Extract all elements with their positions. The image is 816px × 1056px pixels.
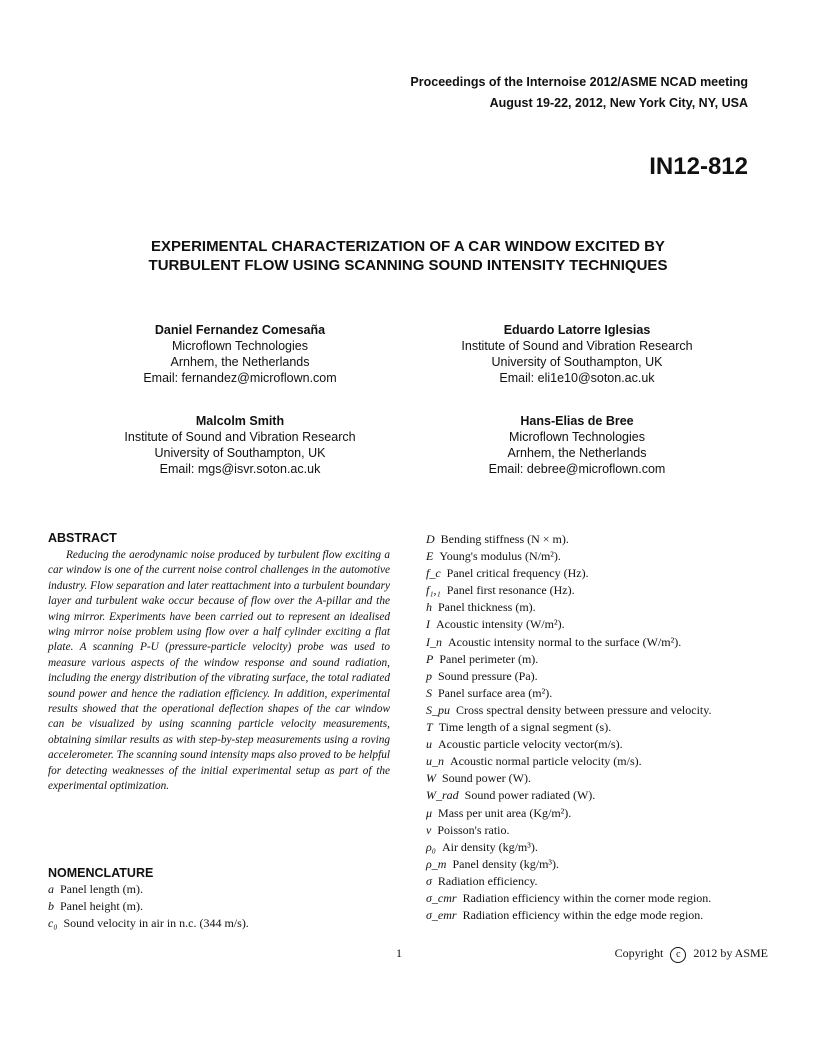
author-location: Arnhem, the Netherlands xyxy=(170,355,310,369)
nomenclature-symbol: μ xyxy=(426,805,433,820)
nomenclature-symbol: ρ₀ xyxy=(426,839,436,854)
author-affiliation: Microflown Technologies xyxy=(172,339,308,353)
nomenclature-item xyxy=(426,890,711,907)
nomenclature-description: Sound pressure (Pa). xyxy=(438,668,538,683)
nomenclature-description: Acoustic intensity normal to the surface (W/m²). xyxy=(448,634,682,649)
author-block xyxy=(100,413,380,477)
nomenclature-symbol: ρ_m xyxy=(426,856,447,871)
nomenclature-symbol: f₁,₁ xyxy=(426,583,441,598)
author-name: Hans-Elias de Bree xyxy=(520,414,634,428)
author-affiliation: Institute of Sound and Vibration Research xyxy=(461,339,693,353)
nomenclature-description: Panel surface area (m²). xyxy=(438,685,553,700)
nomenclature-item xyxy=(48,898,249,915)
author-block xyxy=(437,413,717,477)
nomenclature-item xyxy=(48,915,249,932)
nomenclature-symbol: S_pu xyxy=(426,702,450,717)
nomenclature-description: Young's modulus (N/m²). xyxy=(439,549,561,564)
nomenclature-symbol: W xyxy=(426,771,436,786)
copyright-prefix: Copyright xyxy=(614,946,664,960)
nomenclature-heading: NOMENCLATURE xyxy=(48,866,154,880)
nomenclature-description: Bending stiffness (N × m). xyxy=(440,532,569,546)
nomenclature-item xyxy=(426,685,711,702)
nomenclature-list-left xyxy=(48,881,249,932)
nomenclature-description: Mass per unit area (Kg/m²). xyxy=(438,805,572,820)
nomenclature-symbol: S xyxy=(426,685,432,700)
nomenclature-symbol: P xyxy=(426,651,434,666)
nomenclature-item xyxy=(426,839,711,856)
proceedings-line: Proceedings of the Internoise 2012/ASME NCAD meeting xyxy=(410,75,748,89)
nomenclature-symbol: E xyxy=(426,549,434,564)
nomenclature-item xyxy=(426,736,711,753)
nomenclature-item xyxy=(426,822,711,839)
nomenclature-item xyxy=(426,565,711,582)
paper-title xyxy=(60,237,756,275)
author-block xyxy=(437,322,717,386)
nomenclature-item xyxy=(426,599,711,616)
nomenclature-description: Acoustic intensity (W/m²). xyxy=(436,617,565,632)
nomenclature-description: Poisson's ratio. xyxy=(437,822,510,837)
nomenclature-symbol: h xyxy=(426,600,432,615)
nomenclature-item xyxy=(426,548,711,565)
nomenclature-symbol: a xyxy=(48,882,54,896)
nomenclature-symbol: ν xyxy=(426,822,432,837)
copyright-suffix: 2012 by ASME xyxy=(693,946,768,960)
nomenclature-description: Air density (kg/m³). xyxy=(441,839,538,854)
nomenclature-description: Panel perimeter (m). xyxy=(439,651,539,666)
nomenclature-symbol: W_rad xyxy=(426,788,459,803)
nomenclature-symbol: p xyxy=(426,668,432,683)
author-location: Arnhem, the Netherlands xyxy=(507,446,647,460)
nomenclature-item xyxy=(426,805,711,822)
author-affiliation: Microflown Technologies xyxy=(509,430,645,444)
author-name: Malcolm Smith xyxy=(195,414,285,428)
nomenclature-description: Radiation efficiency. xyxy=(437,873,538,888)
nomenclature-symbol: σ_cmr xyxy=(426,890,457,905)
author-name: Daniel Fernandez Comesaña xyxy=(154,323,326,337)
page-number: 1 xyxy=(396,946,402,960)
title-line-1: EXPERIMENTAL CHARACTERIZATION OF A CAR WINDOW EXCITED BY xyxy=(151,238,665,255)
author-location: University of Southampton, UK xyxy=(491,355,663,369)
nomenclature-description: Panel length (m). xyxy=(60,882,143,896)
title-line-2: TURBULENT FLOW USING SCANNING SOUND INTENSITY TECHNIQUES xyxy=(148,257,668,274)
nomenclature-symbol: I_n xyxy=(426,634,442,649)
paper-id: IN12-812 xyxy=(649,153,748,180)
nomenclature-description: Sound power radiated (W). xyxy=(464,788,596,803)
nomenclature-description: Cross spectral density between pressure and velocity. xyxy=(456,702,712,717)
nomenclature-item xyxy=(426,616,711,633)
nomenclature-description: Panel critical frequency (Hz). xyxy=(446,566,589,581)
nomenclature-symbol: u_n xyxy=(426,754,444,769)
nomenclature-description: Radiation efficiency within the edge mode region. xyxy=(462,908,704,923)
nomenclature-item xyxy=(426,668,711,685)
copyright-notice xyxy=(615,946,768,963)
nomenclature-item xyxy=(426,856,711,873)
nomenclature-description: Panel height (m). xyxy=(60,899,143,914)
nomenclature-description: Acoustic particle velocity vector(m/s). xyxy=(438,737,623,752)
nomenclature-symbol: D xyxy=(426,532,435,546)
author-email: Email: fernandez@microflown.com xyxy=(143,371,337,385)
conference-date-place: August 19-22, 2012, New York City, NY, USA xyxy=(489,96,748,110)
nomenclature-description: Panel first resonance (Hz). xyxy=(446,583,575,598)
nomenclature-symbol: f_c xyxy=(426,566,441,581)
author-email: Email: eli1e10@soton.ac.uk xyxy=(499,371,655,385)
nomenclature-item xyxy=(426,770,711,787)
nomenclature-list-right xyxy=(426,531,711,924)
nomenclature-item xyxy=(426,634,711,651)
nomenclature-item xyxy=(426,787,711,804)
nomenclature-symbol: c₀ xyxy=(48,916,58,931)
author-location: University of Southampton, UK xyxy=(154,446,326,460)
nomenclature-description: Time length of a signal segment (s). xyxy=(438,720,612,735)
nomenclature-description: Sound velocity in air in n.c. (344 m/s). xyxy=(63,916,249,931)
nomenclature-symbol: b xyxy=(48,899,54,914)
nomenclature-item xyxy=(426,907,711,924)
nomenclature-description: Radiation efficiency within the corner mode region. xyxy=(462,890,712,905)
nomenclature-item xyxy=(426,753,711,770)
nomenclature-symbol: I xyxy=(426,617,430,632)
nomenclature-item xyxy=(426,702,711,719)
author-affiliation: Institute of Sound and Vibration Research xyxy=(124,430,356,444)
nomenclature-symbol: T xyxy=(426,720,433,735)
nomenclature-item xyxy=(426,873,711,890)
nomenclature-description: Sound power (W). xyxy=(442,771,531,786)
nomenclature-symbol: u xyxy=(426,737,432,752)
abstract-heading: ABSTRACT xyxy=(48,531,117,545)
author-block xyxy=(100,322,380,386)
author-name: Eduardo Latorre Iglesias xyxy=(503,323,651,337)
nomenclature-item xyxy=(426,531,711,548)
nomenclature-item xyxy=(426,651,711,668)
nomenclature-item xyxy=(426,719,711,736)
nomenclature-description: Acoustic normal particle velocity (m/s). xyxy=(450,754,642,769)
nomenclature-item xyxy=(48,881,249,898)
nomenclature-description: Panel density (kg/m³). xyxy=(452,856,560,871)
author-email: Email: mgs@isvr.soton.ac.uk xyxy=(159,462,321,476)
abstract-text: Reducing the aerodynamic noise produced by turbulent flow exciting a car window is one of the current noise control challenges in the automotive industry. Flow separation and later reattachment into a turbulent boundary layer and turbulent wake occur because of flow over the A-pillar and the wing mirror. Experiments have been carried out to represent an idealised wing mirror noise problem using flow over a half cylinder exciting a flat plate. A scanning P-U (pressure-particle velocity) probe was used to measure various aspects of the window response and sound radiation, including the energy distribution of the vibrating surface, the total radiated sound power and hence the radiation efficiency. In addition, experimental results showed that the operational deflection shapes of the car window can be visualized by using scanning particle velocity measurements, obtaining similar results as with step-by-step measurements using a roving accelerometer. The scanning sound intensity maps also proved to be helpful for detecting weaknesses of the initial experimental setup as part of the experimental optimization. xyxy=(48,549,390,793)
nomenclature-description: Panel thickness (m). xyxy=(438,600,536,615)
nomenclature-symbol: σ_emr xyxy=(426,908,457,923)
author-email: Email: debree@microflown.com xyxy=(488,462,666,476)
copyright-icon: c xyxy=(670,947,686,963)
nomenclature-item xyxy=(426,582,711,599)
nomenclature-symbol: σ xyxy=(426,873,432,888)
